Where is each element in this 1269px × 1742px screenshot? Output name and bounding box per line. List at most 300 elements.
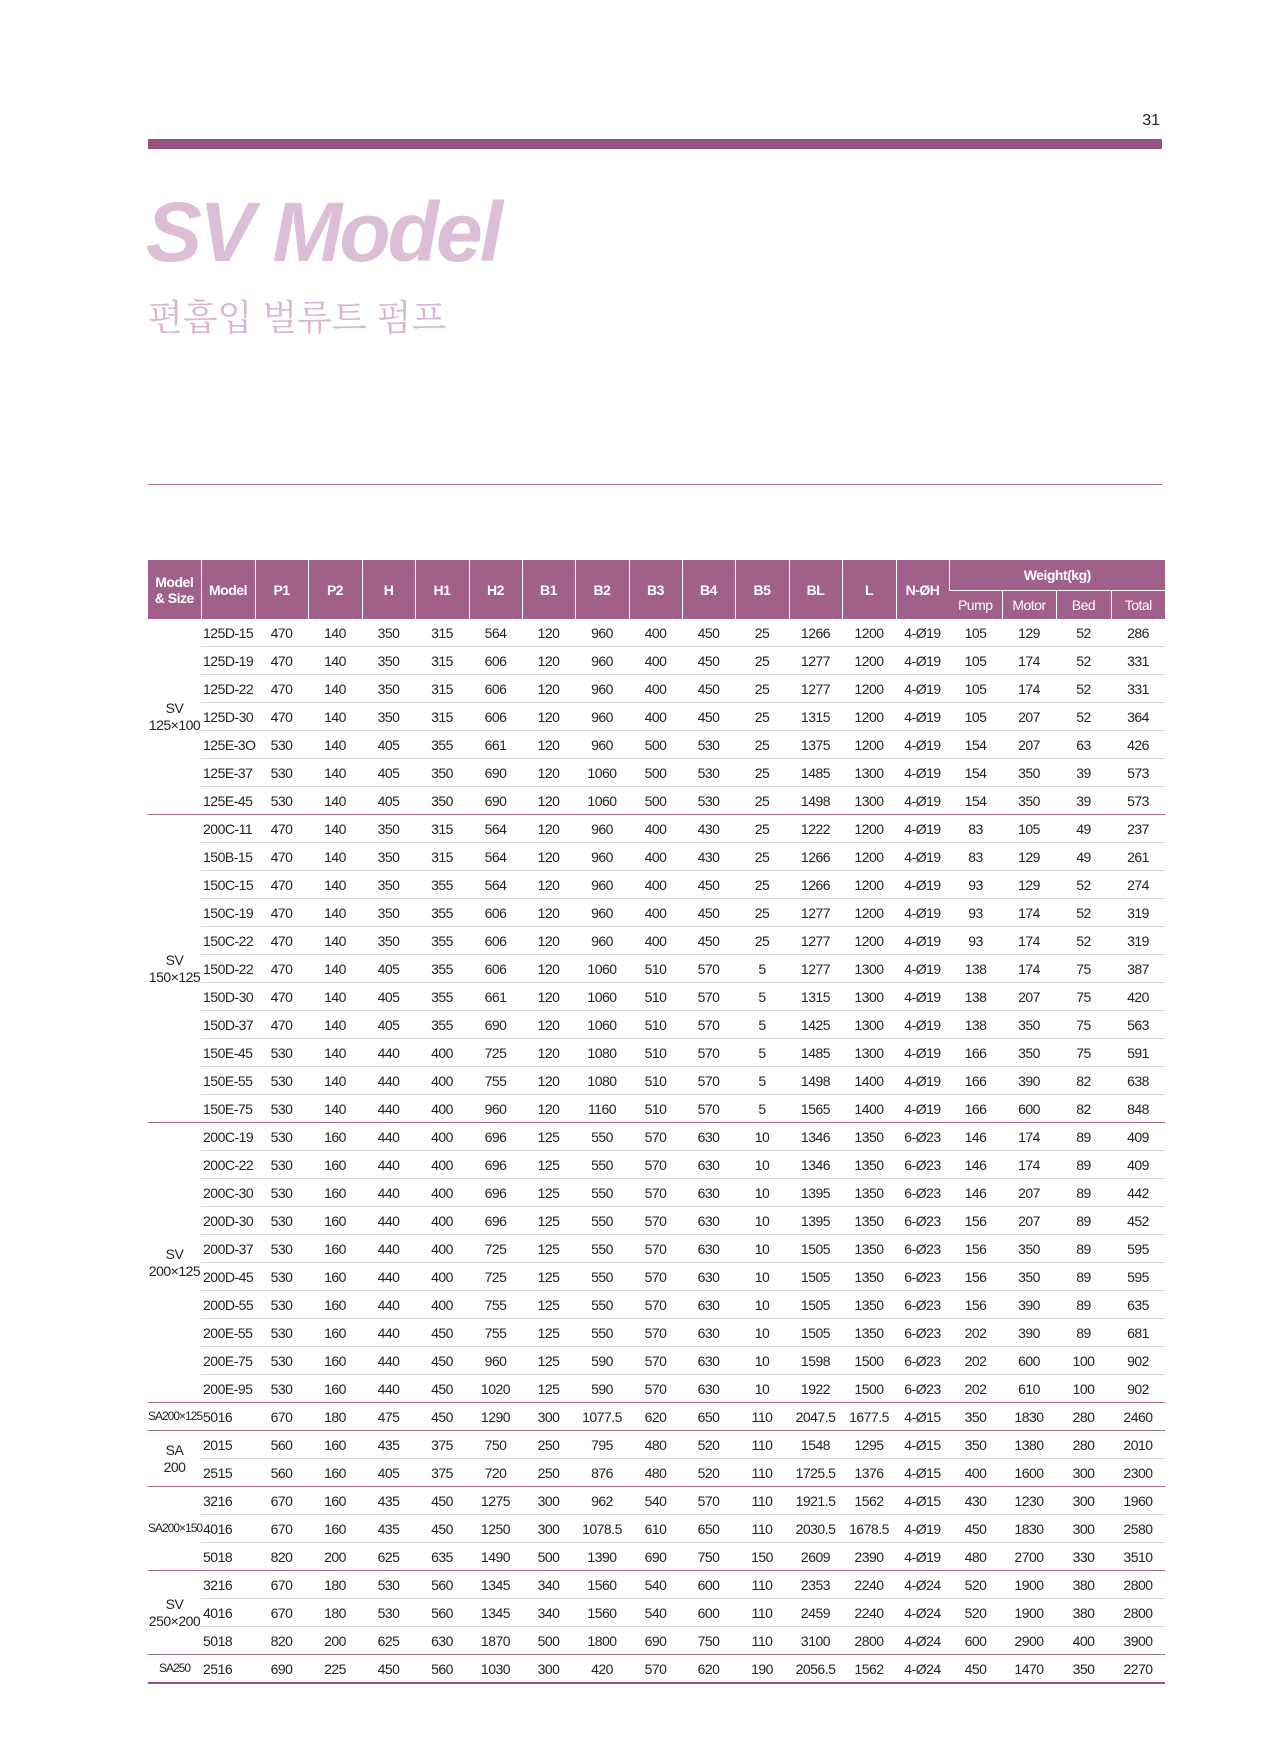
value-cell: 4-Ø19: [896, 787, 949, 815]
value-cell: 120: [522, 1039, 575, 1067]
model-cell: 200D-45: [201, 1263, 255, 1291]
table-row: [148, 1347, 1165, 1375]
value-cell: 355: [415, 927, 469, 955]
value-cell: 125: [522, 1123, 575, 1151]
value-cell: 93: [949, 899, 1002, 927]
value-cell: 160: [308, 1431, 362, 1459]
value-cell: 146: [949, 1179, 1002, 1207]
page-number: 31: [1142, 112, 1160, 129]
value-cell: 450: [415, 1375, 469, 1403]
value-cell: 6-Ø23: [896, 1319, 949, 1347]
value-cell: 1200: [842, 731, 896, 759]
value-cell: 400: [629, 675, 682, 703]
value-cell: 4-Ø19: [896, 647, 949, 675]
value-cell: 960: [469, 1347, 522, 1375]
value-cell: 450: [415, 1347, 469, 1375]
table-row: [148, 759, 1165, 787]
value-cell: 1350: [842, 1179, 896, 1207]
value-cell: 564: [469, 619, 522, 647]
value-cell: 261: [1111, 843, 1165, 871]
value-cell: 1277: [789, 927, 842, 955]
value-cell: 120: [522, 703, 575, 731]
value-cell: 630: [682, 1123, 735, 1151]
value-cell: 25: [735, 647, 789, 675]
value-cell: 1498: [789, 787, 842, 815]
model-cell: 150D-30: [201, 983, 255, 1011]
value-cell: 570: [682, 1067, 735, 1095]
table-row: [148, 1319, 1165, 1347]
value-cell: 1830: [1002, 1403, 1056, 1431]
header-n-oh: N-ØH: [896, 560, 949, 619]
value-cell: 635: [415, 1543, 469, 1571]
value-cell: 630: [682, 1207, 735, 1235]
value-cell: 440: [362, 1095, 415, 1123]
value-cell: 120: [522, 899, 575, 927]
value-cell: 1562: [842, 1487, 896, 1515]
value-cell: 570: [629, 1207, 682, 1235]
value-cell: 1222: [789, 815, 842, 843]
table-row: [148, 983, 1165, 1011]
value-cell: 1160: [575, 1095, 629, 1123]
size-group-label: SA250: [148, 1655, 201, 1684]
value-cell: 350: [362, 899, 415, 927]
value-cell: 755: [469, 1291, 522, 1319]
header-h1: H1: [415, 560, 469, 619]
header-bl: BL: [789, 560, 842, 619]
value-cell: 560: [255, 1459, 308, 1487]
value-cell: 1315: [789, 703, 842, 731]
value-cell: 1345: [469, 1571, 522, 1599]
value-cell: 2800: [842, 1627, 896, 1655]
value-cell: 125: [522, 1319, 575, 1347]
value-cell: 1725.5: [789, 1459, 842, 1487]
model-cell: 125D-15: [201, 619, 255, 647]
value-cell: 120: [522, 983, 575, 1011]
header-b2: B2: [575, 560, 629, 619]
value-cell: 570: [629, 1179, 682, 1207]
value-cell: 440: [362, 1263, 415, 1291]
table-row: [148, 1179, 1165, 1207]
value-cell: 140: [308, 703, 362, 731]
header-h: H: [362, 560, 415, 619]
value-cell: 200: [308, 1627, 362, 1655]
model-cell: 150C-19: [201, 899, 255, 927]
value-cell: 1345: [469, 1599, 522, 1627]
value-cell: 500: [629, 787, 682, 815]
table-row: [148, 1263, 1165, 1291]
value-cell: 470: [255, 843, 308, 871]
value-cell: 129: [1002, 619, 1056, 647]
value-cell: 1200: [842, 619, 896, 647]
model-cell: 2015: [201, 1431, 255, 1459]
value-cell: 1500: [842, 1347, 896, 1375]
value-cell: 420: [1111, 983, 1165, 1011]
value-cell: 355: [415, 955, 469, 983]
value-cell: 630: [682, 1151, 735, 1179]
value-cell: 2800: [1111, 1571, 1165, 1599]
value-cell: 174: [1002, 955, 1056, 983]
table-row: [148, 1459, 1165, 1487]
value-cell: 25: [735, 899, 789, 927]
value-cell: 75: [1056, 955, 1111, 983]
value-cell: 330: [1056, 1543, 1111, 1571]
value-cell: 960: [575, 899, 629, 927]
table-row: [148, 1123, 1165, 1151]
value-cell: 350: [362, 675, 415, 703]
value-cell: 350: [362, 843, 415, 871]
value-cell: 2900: [1002, 1627, 1056, 1655]
value-cell: 125: [522, 1375, 575, 1403]
value-cell: 1200: [842, 815, 896, 843]
value-cell: 606: [469, 647, 522, 675]
header-b1: B1: [522, 560, 575, 619]
value-cell: 960: [575, 871, 629, 899]
value-cell: 1200: [842, 647, 896, 675]
value-cell: 120: [522, 1011, 575, 1039]
value-cell: 110: [735, 1403, 789, 1431]
value-cell: 570: [629, 1235, 682, 1263]
value-cell: 300: [1056, 1487, 1111, 1515]
value-cell: 6-Ø23: [896, 1207, 949, 1235]
value-cell: 1300: [842, 787, 896, 815]
value-cell: 25: [735, 843, 789, 871]
value-cell: 1390: [575, 1543, 629, 1571]
value-cell: 1295: [842, 1431, 896, 1459]
value-cell: 902: [1111, 1375, 1165, 1403]
value-cell: 5: [735, 955, 789, 983]
header-p2: P2: [308, 560, 362, 619]
table-row: [148, 1151, 1165, 1179]
value-cell: 140: [308, 899, 362, 927]
value-cell: 160: [308, 1235, 362, 1263]
value-cell: 315: [415, 675, 469, 703]
value-cell: 140: [308, 815, 362, 843]
value-cell: 560: [255, 1431, 308, 1459]
value-cell: 146: [949, 1123, 1002, 1151]
value-cell: 25: [735, 871, 789, 899]
value-cell: 560: [415, 1599, 469, 1627]
value-cell: 405: [362, 787, 415, 815]
value-cell: 10: [735, 1263, 789, 1291]
value-cell: 25: [735, 759, 789, 787]
model-cell: 125E-45: [201, 787, 255, 815]
value-cell: 1485: [789, 759, 842, 787]
value-cell: 690: [629, 1543, 682, 1571]
value-cell: 355: [415, 983, 469, 1011]
value-cell: 4-Ø19: [896, 675, 949, 703]
value-cell: 1921.5: [789, 1487, 842, 1515]
value-cell: 405: [362, 1459, 415, 1487]
model-cell: 4016: [201, 1599, 255, 1627]
value-cell: 1678.5: [842, 1515, 896, 1543]
value-cell: 1376: [842, 1459, 896, 1487]
value-cell: 661: [469, 731, 522, 759]
value-cell: 6-Ø23: [896, 1151, 949, 1179]
value-cell: 1077.5: [575, 1403, 629, 1431]
value-cell: 510: [629, 955, 682, 983]
value-cell: 1565: [789, 1095, 842, 1123]
header-b4: B4: [682, 560, 735, 619]
value-cell: 280: [1056, 1403, 1111, 1431]
value-cell: 440: [362, 1067, 415, 1095]
value-cell: 2300: [1111, 1459, 1165, 1487]
value-cell: 1250: [469, 1515, 522, 1543]
value-cell: 750: [469, 1431, 522, 1459]
value-cell: 530: [682, 759, 735, 787]
value-cell: 125: [522, 1151, 575, 1179]
value-cell: 530: [362, 1599, 415, 1627]
value-cell: 237: [1111, 815, 1165, 843]
value-cell: 400: [415, 1291, 469, 1319]
value-cell: 570: [682, 1039, 735, 1067]
value-cell: 1200: [842, 899, 896, 927]
value-cell: 140: [308, 1095, 362, 1123]
value-cell: 1300: [842, 955, 896, 983]
value-cell: 174: [1002, 647, 1056, 675]
value-cell: 350: [1002, 1011, 1056, 1039]
value-cell: 125: [522, 1347, 575, 1375]
value-cell: 140: [308, 1039, 362, 1067]
value-cell: 350: [362, 647, 415, 675]
value-cell: 960: [575, 815, 629, 843]
value-cell: 350: [362, 871, 415, 899]
model-cell: 125D-19: [201, 647, 255, 675]
value-cell: 6-Ø23: [896, 1179, 949, 1207]
value-cell: 4-Ø19: [896, 927, 949, 955]
value-cell: 120: [522, 955, 575, 983]
value-cell: 550: [575, 1207, 629, 1235]
value-cell: 570: [629, 1123, 682, 1151]
table-row: [148, 843, 1165, 871]
model-cell: 4016: [201, 1515, 255, 1543]
value-cell: 606: [469, 955, 522, 983]
model-cell: 200D-37: [201, 1235, 255, 1263]
value-cell: 390: [1002, 1319, 1056, 1347]
model-cell: 2515: [201, 1459, 255, 1487]
value-cell: 620: [682, 1655, 735, 1684]
value-cell: 590: [575, 1375, 629, 1403]
value-cell: 105: [949, 647, 1002, 675]
value-cell: 435: [362, 1487, 415, 1515]
value-cell: 6-Ø23: [896, 1263, 949, 1291]
value-cell: 160: [308, 1375, 362, 1403]
model-cell: 200E-55: [201, 1319, 255, 1347]
model-cell: 125E-3O: [201, 731, 255, 759]
value-cell: 2010: [1111, 1431, 1165, 1459]
value-cell: 6-Ø23: [896, 1375, 949, 1403]
value-cell: 1470: [1002, 1655, 1056, 1684]
value-cell: 207: [1002, 983, 1056, 1011]
table-row: [148, 1655, 1165, 1684]
value-cell: 1346: [789, 1123, 842, 1151]
value-cell: 10: [735, 1347, 789, 1375]
value-cell: 630: [682, 1235, 735, 1263]
value-cell: 405: [362, 1011, 415, 1039]
value-cell: 960: [575, 675, 629, 703]
value-cell: 4-Ø24: [896, 1571, 949, 1599]
value-cell: 140: [308, 843, 362, 871]
header-model: Model: [201, 560, 255, 619]
value-cell: 480: [629, 1459, 682, 1487]
value-cell: 670: [255, 1487, 308, 1515]
value-cell: 140: [308, 1011, 362, 1039]
header-weight-pump: Pump: [949, 591, 1002, 620]
value-cell: 630: [682, 1263, 735, 1291]
value-cell: 530: [255, 1291, 308, 1319]
value-cell: 2390: [842, 1543, 896, 1571]
value-cell: 550: [575, 1235, 629, 1263]
value-cell: 440: [362, 1235, 415, 1263]
value-cell: 390: [1002, 1067, 1056, 1095]
value-cell: 530: [255, 1151, 308, 1179]
value-cell: 570: [629, 1319, 682, 1347]
value-cell: 452: [1111, 1207, 1165, 1235]
value-cell: 1560: [575, 1599, 629, 1627]
table-row: [148, 1515, 1165, 1543]
value-cell: 681: [1111, 1319, 1165, 1347]
value-cell: 350: [415, 787, 469, 815]
value-cell: 160: [308, 1291, 362, 1319]
value-cell: 480: [949, 1543, 1002, 1571]
value-cell: 520: [949, 1599, 1002, 1627]
value-cell: 350: [362, 927, 415, 955]
value-cell: 125: [522, 1179, 575, 1207]
value-cell: 440: [362, 1039, 415, 1067]
table-row: [148, 1431, 1165, 1459]
value-cell: 100: [1056, 1347, 1111, 1375]
value-cell: 5: [735, 1011, 789, 1039]
value-cell: 1350: [842, 1151, 896, 1179]
value-cell: 848: [1111, 1095, 1165, 1123]
value-cell: 570: [629, 1347, 682, 1375]
value-cell: 400: [629, 619, 682, 647]
value-cell: 25: [735, 927, 789, 955]
value-cell: 500: [629, 759, 682, 787]
value-cell: 1960: [1111, 1487, 1165, 1515]
value-cell: 550: [575, 1151, 629, 1179]
page-subtitle: 편흡입 벌류트 펌프: [148, 297, 447, 338]
value-cell: 300: [1056, 1515, 1111, 1543]
value-cell: 570: [682, 983, 735, 1011]
value-cell: 4-Ø15: [896, 1459, 949, 1487]
value-cell: 550: [575, 1291, 629, 1319]
value-cell: 340: [522, 1599, 575, 1627]
value-cell: 1490: [469, 1543, 522, 1571]
value-cell: 1425: [789, 1011, 842, 1039]
value-cell: 4-Ø15: [896, 1487, 949, 1515]
value-cell: 75: [1056, 1011, 1111, 1039]
value-cell: 530: [682, 731, 735, 759]
value-cell: 520: [682, 1431, 735, 1459]
model-cell: 125E-37: [201, 759, 255, 787]
value-cell: 110: [735, 1627, 789, 1655]
value-cell: 1277: [789, 675, 842, 703]
value-cell: 202: [949, 1347, 1002, 1375]
value-cell: 350: [1056, 1655, 1111, 1684]
value-cell: 1060: [575, 983, 629, 1011]
value-cell: 10: [735, 1291, 789, 1319]
value-cell: 105: [1002, 815, 1056, 843]
value-cell: 820: [255, 1543, 308, 1571]
value-cell: 286: [1111, 619, 1165, 647]
value-cell: 180: [308, 1403, 362, 1431]
value-cell: 350: [1002, 759, 1056, 787]
value-cell: 400: [629, 703, 682, 731]
value-cell: 755: [469, 1067, 522, 1095]
value-cell: 166: [949, 1095, 1002, 1123]
value-cell: 174: [1002, 1151, 1056, 1179]
value-cell: 400: [415, 1263, 469, 1291]
value-cell: 1266: [789, 871, 842, 899]
value-cell: 1498: [789, 1067, 842, 1095]
value-cell: 630: [682, 1375, 735, 1403]
table-row: [148, 927, 1165, 955]
value-cell: 610: [1002, 1375, 1056, 1403]
table-row: [148, 647, 1165, 675]
value-cell: 120: [522, 619, 575, 647]
value-cell: 390: [1002, 1291, 1056, 1319]
value-cell: 4-Ø15: [896, 1431, 949, 1459]
value-cell: 1677.5: [842, 1403, 896, 1431]
value-cell: 591: [1111, 1039, 1165, 1067]
value-cell: 520: [949, 1571, 1002, 1599]
value-cell: 500: [522, 1543, 575, 1571]
model-cell: 200E-75: [201, 1347, 255, 1375]
value-cell: 450: [682, 675, 735, 703]
value-cell: 154: [949, 731, 1002, 759]
value-cell: 63: [1056, 731, 1111, 759]
value-cell: 160: [308, 1151, 362, 1179]
header-weight: Weight(kg): [949, 560, 1165, 591]
value-cell: 500: [522, 1627, 575, 1655]
value-cell: 960: [469, 1095, 522, 1123]
table-row: [148, 1067, 1165, 1095]
header-model-size: Model & Size: [148, 560, 201, 619]
value-cell: 540: [629, 1571, 682, 1599]
value-cell: 570: [629, 1263, 682, 1291]
value-cell: 1350: [842, 1207, 896, 1235]
value-cell: 120: [522, 815, 575, 843]
value-cell: 52: [1056, 675, 1111, 703]
value-cell: 2240: [842, 1599, 896, 1627]
value-cell: 595: [1111, 1263, 1165, 1291]
value-cell: 39: [1056, 759, 1111, 787]
value-cell: 160: [308, 1207, 362, 1235]
value-cell: 315: [415, 619, 469, 647]
value-cell: 125: [522, 1263, 575, 1291]
value-cell: 661: [469, 983, 522, 1011]
table-row: [148, 675, 1165, 703]
value-cell: 690: [255, 1655, 308, 1684]
value-cell: 156: [949, 1291, 1002, 1319]
value-cell: 1230: [1002, 1487, 1056, 1515]
value-cell: 120: [522, 927, 575, 955]
value-cell: 1266: [789, 843, 842, 871]
table-row: [148, 731, 1165, 759]
model-cell: 125D-30: [201, 703, 255, 731]
value-cell: 120: [522, 647, 575, 675]
value-cell: 1300: [842, 1039, 896, 1067]
value-cell: 595: [1111, 1235, 1165, 1263]
value-cell: 725: [469, 1235, 522, 1263]
value-cell: 550: [575, 1263, 629, 1291]
table-row: [148, 1095, 1165, 1123]
value-cell: 83: [949, 843, 1002, 871]
value-cell: 570: [682, 1095, 735, 1123]
value-cell: 1598: [789, 1347, 842, 1375]
value-cell: 530: [255, 1039, 308, 1067]
value-cell: 146: [949, 1151, 1002, 1179]
